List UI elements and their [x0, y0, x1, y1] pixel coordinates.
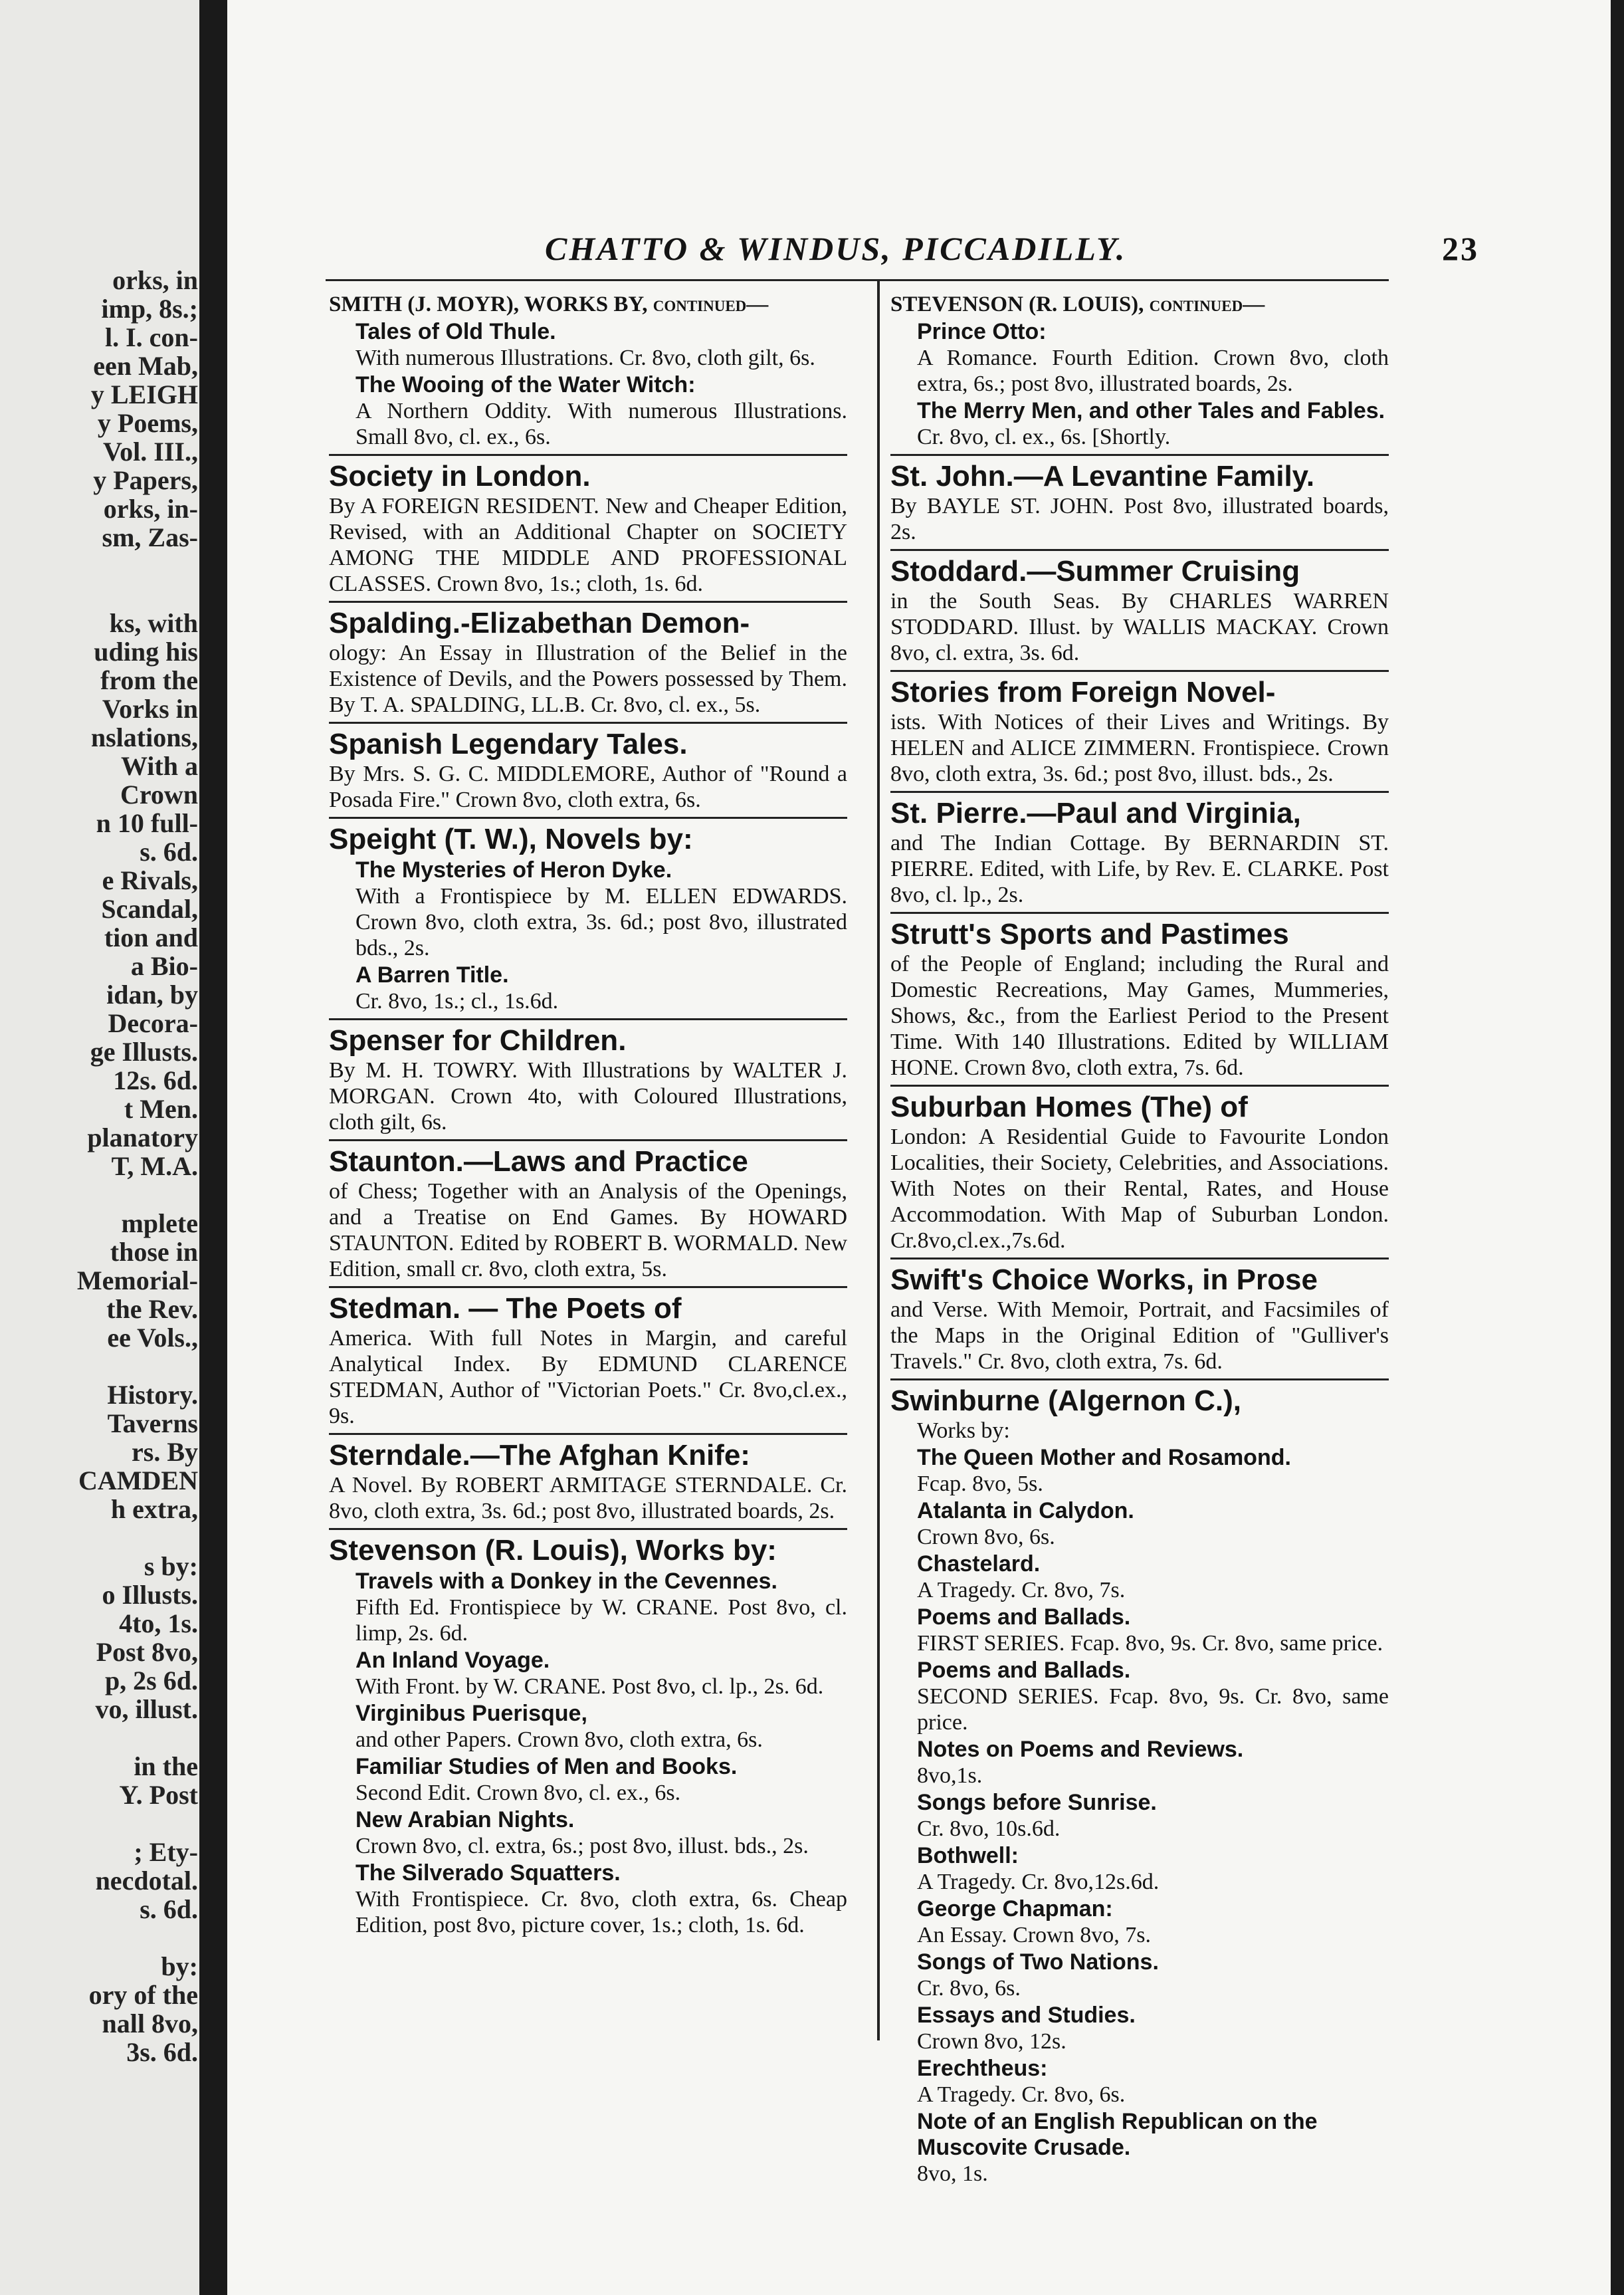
edge-fragment: nall 8vo, — [102, 2009, 198, 2038]
work-item — [329, 962, 847, 1014]
edge-fragment: rs. By — [132, 1437, 198, 1467]
work-title: Chastelard. — [917, 1551, 1041, 1577]
work-details: A Romance. Fourth Edition. Crown 8vo, cloth extra, 6s.; post 8vo, illustrated boards, 2s. — [917, 346, 1389, 396]
page-number: 23 — [1442, 230, 1479, 267]
edge-fragment: s. 6d. — [140, 1894, 198, 1924]
edge-fragment: imp, 8s.; — [101, 294, 198, 324]
edge-fragment: orks, in — [112, 266, 198, 295]
edge-fragment: l. I. con- — [105, 322, 198, 352]
work-item — [329, 319, 847, 371]
work-title: A Barren Title. — [355, 962, 509, 988]
work-title: Virginibus Puerisque, — [355, 1701, 587, 1726]
work-title: Note of an English Republican on the Muscovite Crusade. — [917, 2109, 1318, 2160]
work-details: With a Frontispiece by M. ELLEN EDWARDS. Crown 8vo, cloth extra, 3s. 6d.; post 8vo, illustrated bds., 2s. — [355, 884, 847, 960]
edge-fragment: orks, in- — [103, 494, 198, 524]
entry-heading: Spalding.-Elizabethan Demon- — [329, 607, 750, 639]
entry-description: and Verse. With Memoir, Portrait, and Facsimiles of the Maps in the Original Edition of "Gulliver's Travels." Cr. 8vo, cloth extra, 7s. 6d. — [890, 1297, 1389, 1374]
edge-fragment: mplete — [121, 1208, 198, 1238]
catalogue-entry — [890, 454, 1389, 549]
work-title: The Mysteries of Heron Dyke. — [355, 857, 672, 883]
entry-heading: Staunton.—Laws and Practice — [329, 1145, 748, 1178]
catalogue-entry — [890, 1378, 1389, 2191]
edge-fragment: planatory — [87, 1123, 198, 1152]
edge-fragment: Decora- — [108, 1008, 198, 1038]
work-title: Songs before Sunrise. — [917, 1790, 1157, 1815]
edge-fragment: Crown — [120, 780, 198, 810]
edge-fragment: een Mab, — [93, 351, 198, 381]
work-title: Poems and Ballads. — [917, 1658, 1131, 1683]
edge-fragment — [0, 580, 198, 609]
catalogue-entry — [890, 287, 1389, 454]
work-item — [329, 857, 847, 961]
edge-fragment: from the — [100, 665, 198, 695]
entry-heading: Society in London. — [329, 460, 591, 492]
edge-fragment — [0, 552, 198, 580]
edge-fragment: y LEIGH — [90, 380, 198, 409]
work-details: SECOND SERIES. Fcap. 8vo, 9s. Cr. 8vo, same price. — [917, 1684, 1389, 1735]
work-item — [890, 1658, 1389, 1735]
edge-fragment: those in — [110, 1237, 198, 1267]
work-item — [890, 1498, 1389, 1550]
work-title: Travels with a Donkey in the Cevennes. — [355, 1569, 777, 1594]
edge-fragment: h extra, — [110, 1494, 198, 1524]
work-title: Familiar Studies of Men and Books. — [355, 1754, 738, 1779]
entry-description: ists. With Notices of their Lives and Writings. By HELEN and ALICE ZIMMERN. Frontispiece. Crown 8vo, cloth extra, 3s. 6d.; post 8vo, illust. bds., 2s. — [890, 710, 1389, 786]
work-title: An Inland Voyage. — [355, 1648, 550, 1673]
edge-fragment: ge Illusts. — [90, 1037, 198, 1067]
entry-heading: Swift's Choice Works, in Prose — [890, 1263, 1318, 1296]
entry-description: By Mrs. S. G. C. MIDDLEMORE, Author of "Round a Posada Fire." Crown 8vo, cloth extra, 6s. — [329, 762, 847, 812]
work-details: Fcap. 8vo, 5s. — [917, 1472, 1043, 1496]
work-details: Crown 8vo, 12s. — [917, 2029, 1066, 2054]
catalogue-entry — [890, 549, 1389, 670]
work-item — [890, 1843, 1389, 1895]
edge-fragment — [0, 1723, 198, 1752]
work-details: With Frontispiece. Cr. 8vo, cloth extra, 6s. Cheap Edition, post 8vo, picture cover, 1s.; cloth, 1s. 6d. — [355, 1887, 847, 1937]
edge-fragment: y Poems, — [97, 408, 198, 438]
entry-description: in the South Seas. By CHARLES WARREN STODDARD. Illust. by WALLIS MACKAY. Crown 8vo, cl. extra, 3s. 6d. — [890, 589, 1389, 665]
entry-heading: Strutt's Sports and Pastimes — [890, 918, 1289, 950]
edge-fragment: ory of the — [88, 1980, 198, 2010]
entry-heading: Swinburne (Algernon C.), — [890, 1384, 1241, 1417]
work-title: The Queen Mother and Rosamond. — [917, 1445, 1291, 1470]
work-details: With numerous Illustrations. Cr. 8vo, cloth gilt, 6s. — [355, 346, 815, 370]
edge-fragment: T, M.A. — [111, 1151, 198, 1181]
work-item — [890, 1949, 1389, 2001]
catalogue-entry — [329, 287, 847, 454]
entry-heading: Stories from Foreign Novel- — [890, 676, 1276, 709]
entry-description: By A FOREIGN RESIDENT. New and Cheaper Edition, Revised, with an Additional Chapter on SOCIETY AMONG THE MIDDLE AND PROFESSIONAL CLASSES. Crown 8vo, 1s.; cloth, 1s. 6d. — [329, 494, 847, 596]
work-details: Fifth Ed. Frontispiece by W. CRANE. Post 8vo, cl. limp, 2s. 6d. — [355, 1595, 847, 1646]
work-item — [329, 1860, 847, 1938]
entry-heading: Stedman. — The Poets of — [329, 1292, 682, 1325]
edge-fragment: Vol. III., — [102, 437, 198, 467]
edge-fragment: e Rivals, — [102, 865, 198, 895]
edge-fragment: History. — [107, 1380, 198, 1410]
entry-description: London: A Residential Guide to Favourite London Localities, their Society, Celebrities, and Associations. With Notes on their Rental, Rates, and House Accommodation. With Map of Suburban London. Cr.8vo,cl.ex.,7s.6d. — [890, 1125, 1389, 1253]
entry-heading: Spenser for Children. — [329, 1024, 627, 1057]
edge-fragment: ks, with — [109, 608, 198, 638]
edge-fragment: s. 6d. — [140, 837, 198, 867]
edge-fragment: sm, Zas- — [102, 522, 198, 552]
edge-fragment: s by: — [144, 1551, 198, 1581]
work-details: Second Edit. Crown 8vo, cl. ex., 6s. — [355, 1781, 681, 1805]
work-title: New Arabian Nights. — [355, 1807, 575, 1832]
work-details: A Tragedy. Cr. 8vo,12s.6d. — [917, 1870, 1160, 1894]
work-details: Crown 8vo, 6s. — [917, 1525, 1055, 1549]
work-details: Crown 8vo, cl. extra, 6s.; post 8vo, illust. bds., 2s. — [355, 1834, 809, 1858]
work-title: Prince Otto: — [917, 319, 1047, 344]
work-title: Notes on Poems and Reviews. — [917, 1737, 1244, 1762]
work-item — [890, 1445, 1389, 1497]
work-title: The Merry Men, and other Tales and Fables. — [917, 398, 1385, 423]
left-column — [329, 287, 847, 1942]
entry-heading: Sterndale.—The Afghan Knife: — [329, 1439, 750, 1472]
edge-fragment: n 10 full- — [96, 808, 198, 838]
work-details: A Tragedy. Cr. 8vo, 7s. — [917, 1578, 1126, 1602]
edge-fragment: in the — [134, 1751, 198, 1781]
edge-fragment: nslations, — [90, 722, 198, 752]
work-item — [890, 1604, 1389, 1656]
edge-fragment: ; Ety- — [134, 1837, 198, 1867]
work-title: George Chapman: — [917, 1896, 1113, 1921]
work-item — [890, 398, 1389, 450]
work-item — [890, 1551, 1389, 1603]
catalogue-entry — [329, 817, 847, 1018]
edge-fragment: 12s. 6d. — [113, 1065, 198, 1095]
work-item — [329, 1701, 847, 1753]
entry-description: of the People of England; including the Rural and Domestic Recreations, May Games, Mummeries, Shows, &c., from the Earliest Period to the Present Time. With 140 Illustrations. Edited by WILLIAM HONE. Crown 8vo, cloth extra, 7s. 6d. — [890, 952, 1389, 1080]
edge-fragment: t Men. — [124, 1094, 198, 1124]
entry-heading: SMITH (J. MOYR), WORKS BY, continued— — [329, 292, 769, 316]
entry-heading: Suburban Homes (The) of — [890, 1091, 1248, 1123]
work-item — [890, 2109, 1389, 2187]
work-details: 8vo,1s. — [917, 1763, 983, 1788]
entry-heading: STEVENSON (R. LOUIS), continued— — [890, 292, 1265, 316]
binding-gutter — [199, 0, 227, 2295]
catalogue-entry — [329, 1528, 847, 1942]
work-title: The Wooing of the Water Witch: — [355, 372, 696, 397]
work-title: Bothwell: — [917, 1843, 1019, 1868]
edge-fragment: ee Vols., — [107, 1323, 198, 1353]
entry-heading: St. John.—A Levantine Family. — [890, 460, 1315, 492]
work-item — [890, 2003, 1389, 2054]
work-details: Cr. 8vo, 6s. — [917, 1976, 1021, 2001]
edge-fragment — [0, 1180, 198, 1209]
edge-fragment: a Bio- — [130, 951, 198, 981]
edge-fragment — [0, 1352, 198, 1380]
edge-fragment: p, 2s 6d. — [104, 1666, 198, 1695]
page-edge-right — [1611, 0, 1624, 2295]
catalogue-entry — [329, 601, 847, 722]
work-details: Cr. 8vo, 10s.6d. — [917, 1816, 1061, 1841]
edge-fragment — [0, 1523, 198, 1552]
work-details: FIRST SERIES. Fcap. 8vo, 9s. Cr. 8vo, same price. — [917, 1631, 1383, 1656]
catalogue-entry — [890, 670, 1389, 791]
work-details: With Front. by W. CRANE. Post 8vo, cl. lp., 2s. 6d. — [355, 1674, 824, 1699]
edge-fragment: Post 8vo, — [96, 1637, 198, 1667]
entry-heading: Stoddard.—Summer Cruising — [890, 555, 1300, 588]
edge-fragment: CAMDEN — [78, 1466, 198, 1495]
work-title: Tales of Old Thule. — [355, 319, 556, 344]
edge-fragment: by: — [161, 1951, 198, 1981]
edge-fragment: Taverns — [107, 1408, 198, 1438]
entry-description: and The Indian Cottage. By BERNARDIN ST. PIERRE. Edited, with Life, by Rev. E. CLARKE. Post 8vo, cl. lp., 2s. — [890, 831, 1389, 907]
work-item — [329, 1754, 847, 1806]
right-column — [890, 287, 1389, 2191]
edge-fragment: o Illusts. — [102, 1580, 198, 1610]
entry-subheading: Works by: — [917, 1418, 1010, 1443]
previous-page-text — [0, 266, 198, 2066]
entry-description: America. With full Notes in Margin, and careful Analytical Index. By EDMUND CLARENCE STEDMAN, Author of "Victorian Poets." Cr. 8vo,cl.ex., 9s. — [329, 1326, 847, 1428]
work-details: An Essay. Crown 8vo, 7s. — [917, 1923, 1151, 1947]
work-item — [890, 319, 1389, 397]
work-details: 8vo, 1s. — [917, 2161, 988, 2186]
work-item — [890, 1790, 1389, 1842]
catalogue-entry — [329, 454, 847, 601]
work-item — [329, 372, 847, 450]
work-title: Atalanta in Calydon. — [917, 1498, 1134, 1523]
catalogue-entry — [890, 912, 1389, 1085]
edge-fragment: y Papers, — [93, 465, 198, 495]
entry-description: By M. H. TOWRY. With Illustrations by WALTER J. MORGAN. Crown 4to, with Coloured Illustrations, cloth gilt, 6s. — [329, 1058, 847, 1135]
work-details: A Tragedy. Cr. 8vo, 6s. — [917, 2082, 1126, 2107]
edge-fragment: necdotal. — [95, 1866, 198, 1896]
catalogue-entry — [890, 791, 1389, 912]
catalogue-entry — [329, 722, 847, 817]
edge-fragment — [0, 1809, 198, 1838]
entry-description: ology: An Essay in Illustration of the Belief in the Existence of Devils, and the Powers possessed by Them. By T. A. SPALDING, LL.B. Cr. 8vo, cl. ex., 5s. — [329, 641, 847, 717]
work-item — [890, 1737, 1389, 1789]
entry-description: of Chess; Together with an Analysis of the Openings, and a Treatise on End Games. By HOWARD STAUNTON. Edited by ROBERT B. WORMALD. New Edition, small cr. 8vo, cloth extra, 5s. — [329, 1179, 847, 1281]
entry-heading: Stevenson (R. Louis), Works by: — [329, 1534, 777, 1567]
edge-fragment — [0, 1923, 198, 1952]
work-title: Essays and Studies. — [917, 2003, 1136, 2028]
catalogue-entry — [329, 1433, 847, 1528]
previous-page-edge — [0, 0, 199, 2295]
edge-fragment: idan, by — [106, 980, 198, 1010]
entry-heading: Speight (T. W.), Novels by: — [329, 823, 693, 855]
work-details: A Northern Oddity. With numerous Illustrations. Small 8vo, cl. ex., 6s. — [355, 399, 847, 449]
edge-fragment: With a — [121, 751, 198, 781]
edge-fragment: vo, illust. — [95, 1694, 198, 1724]
work-title: Erechtheus: — [917, 2056, 1048, 2081]
edge-fragment: uding his — [94, 637, 198, 667]
edge-fragment: tion and — [104, 923, 198, 952]
header-title: CHATTO & WINDUS, PICCADILLY. — [545, 230, 1127, 267]
entry-description: By BAYLE ST. JOHN. Post 8vo, illustrated boards, 2s. — [890, 494, 1389, 544]
work-details: Cr. 8vo, 1s.; cl., 1s.6d. — [355, 989, 559, 1014]
work-item — [890, 2056, 1389, 2108]
work-details: Cr. 8vo, cl. ex., 6s. [Shortly. — [917, 425, 1171, 449]
catalogue-entry — [890, 1085, 1389, 1257]
entry-heading: St. Pierre.—Paul and Virginia, — [890, 797, 1301, 829]
edge-fragment: 3s. 6d. — [126, 2037, 198, 2066]
work-item — [329, 1648, 847, 1699]
catalogue-entry — [329, 1139, 847, 1286]
work-details: and other Papers. Crown 8vo, cloth extra, 6s. — [355, 1727, 763, 1752]
header-rule — [326, 279, 1389, 281]
catalogue-entry — [329, 1018, 847, 1139]
edge-fragment: Scandal, — [101, 894, 198, 924]
work-title: Poems and Ballads. — [917, 1604, 1131, 1630]
work-title: Songs of Two Nations. — [917, 1949, 1159, 1975]
work-title: The Silverado Squatters. — [355, 1860, 621, 1886]
edge-fragment: Memorial- — [76, 1265, 198, 1295]
edge-fragment: Vorks in — [102, 694, 198, 724]
edge-fragment: 4to, 1s. — [119, 1608, 198, 1638]
column-divider — [877, 279, 880, 2040]
catalogue-entry — [329, 1286, 847, 1433]
entry-heading: Spanish Legendary Tales. — [329, 728, 688, 760]
work-item — [329, 1807, 847, 1859]
entry-description: A Novel. By ROBERT ARMITAGE STERNDALE. Cr. 8vo, cloth extra, 3s. 6d.; post 8vo, illustrated boards, 2s. — [329, 1473, 847, 1523]
work-item — [329, 1569, 847, 1646]
edge-fragment: the Rev. — [106, 1294, 198, 1324]
work-item — [890, 1896, 1389, 1948]
catalogue-entry — [890, 1257, 1389, 1378]
edge-fragment: Y. Post — [119, 1780, 198, 1810]
